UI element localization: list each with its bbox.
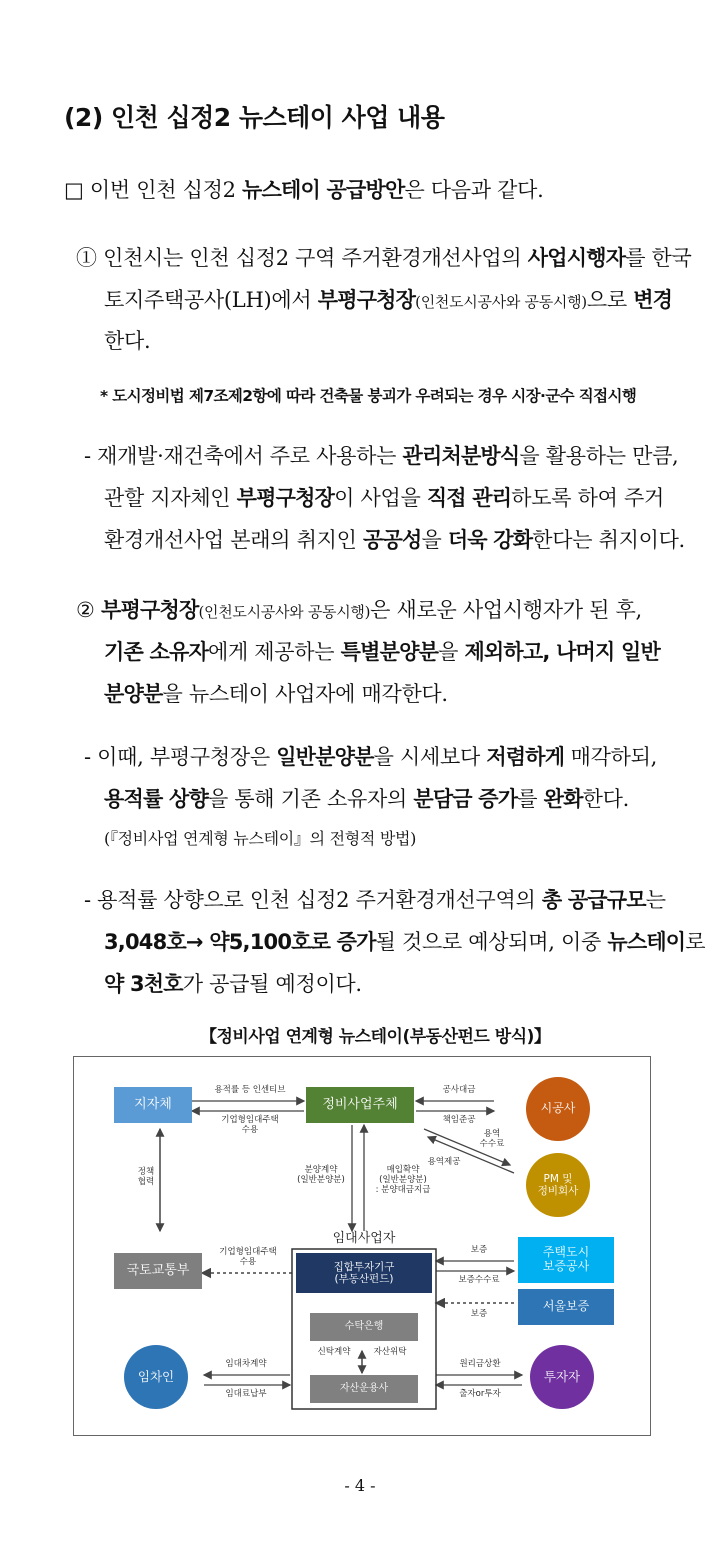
box-local-gov: 지자체 — [114, 1087, 192, 1123]
dash2-bold: 일반분양분 — [276, 745, 374, 769]
intro-text: 이번 인천 십정2 — [83, 178, 243, 202]
box-molit: 국토교통부 — [114, 1253, 202, 1289]
dash2-line2 — [104, 783, 629, 813]
dash1-text: 환경개선사업 본래의 취지인 — [104, 528, 363, 552]
item2-bold: 제외하고, 나머지 일반 — [464, 640, 661, 664]
label-investment: 출자or투자 — [459, 1389, 501, 1399]
label-principal-repay: 원리금상환 — [459, 1359, 501, 1369]
dash3-line3 — [104, 968, 362, 998]
dash2-text: 매각하되, — [564, 745, 657, 769]
item1-text: 으로 — [586, 288, 634, 312]
dash1-bold: 공공성 — [362, 528, 422, 552]
item1-line1 — [76, 242, 692, 272]
label-corp-rental: 기업형임대주택 수용 — [221, 1115, 279, 1136]
intro-text-end: 은 다음과 같다. — [404, 178, 544, 202]
item2-text: 은 새로운 사업시행자가 된 후, — [370, 598, 642, 622]
dash2-text: 한다. — [582, 787, 629, 811]
label-lease-contract: 임대차계약 — [225, 1359, 267, 1369]
dash1-line3 — [104, 524, 685, 554]
dash2-bold: 용적률 상향 — [104, 787, 208, 811]
dash3-line2 — [104, 926, 705, 956]
box-sgi: 서울보증 — [518, 1289, 614, 1325]
dash2-line3: (『정비사업 연계형 뉴스테이』의 전형적 방법) — [104, 829, 417, 848]
item1-small: (인천도시공사와 공동시행) — [415, 293, 587, 311]
item1-text: 인천시는 인천 십정2 구역 주거환경개선사업의 — [96, 246, 528, 270]
dash3-text: 가 공급될 예정이다. — [182, 972, 362, 996]
dash1-line1 — [84, 440, 678, 470]
label-policy-coop: 정책 협력 — [137, 1167, 155, 1188]
box-developer: 정비사업주체 — [306, 1087, 414, 1123]
item2-number: ② — [76, 598, 95, 622]
label-purchase-agreement: 매입확약 (일반분양분) : 분양대금지급 — [375, 1165, 431, 1196]
label-service-fee: 용역 수수료 — [479, 1129, 505, 1150]
item2-line3 — [104, 678, 448, 708]
dash1-text: 을 활용하는 만큼, — [519, 444, 679, 468]
dash3-bold: 3,048호→ 약5,100호로 증가 — [104, 930, 376, 954]
item2-text: 을 뉴스테이 사업자에 매각한다. — [162, 682, 448, 706]
dash1-text: 하도록 하여 주거 — [511, 486, 664, 510]
label-trust-contract: 신탁계약 — [317, 1347, 351, 1357]
dash2-text: 을 시세보다 — [373, 745, 487, 769]
box-fund: 집합투자기구 (부동산펀드) — [296, 1253, 432, 1293]
dash3-text: 는 — [645, 888, 666, 912]
circle-contractor: 시공사 — [526, 1077, 590, 1141]
label-guarantee-2: 보증 — [470, 1309, 488, 1319]
section-title: (2) 인천 십정2 뉴스테이 사업 내용 — [64, 103, 445, 132]
dash3-bold: 약 3천호 — [104, 972, 183, 996]
item1-bold: 변경 — [633, 288, 673, 312]
circle-tenant: 임차인 — [124, 1345, 188, 1409]
box-trustee: 수탁은행 — [310, 1313, 418, 1341]
box-asset-manager: 자산운용사 — [310, 1375, 418, 1403]
dash1-bold: 더욱 강화 — [447, 528, 533, 552]
item1-text: 를 한국 — [625, 246, 692, 270]
dash3-bold: 총 공급규모 — [541, 888, 646, 912]
footnote: * 도시정비법 제7조제2항에 따라 건축물 붕괴가 우려되는 경우 시장·군수 직접시행 — [100, 387, 637, 405]
dash1-text: 한다는 취지이다. — [532, 528, 685, 552]
dash3-text: 로 — [685, 930, 706, 954]
label-rental-operator: 임대사업자 — [332, 1231, 396, 1246]
label-service-provision: 용역제공 — [427, 1157, 461, 1167]
item2-line1 — [76, 594, 642, 624]
dash3-line1 — [84, 884, 666, 914]
item2-small: (인천도시공사와 공동시행) — [198, 603, 371, 621]
item2-text: 에게 제공하는 — [207, 640, 341, 664]
dash1-line2 — [104, 482, 664, 512]
dash3-text: - 용적률 상향으로 인천 십정2 주거환경개선구역의 — [84, 888, 542, 912]
label-far-incentive: 용적률 등 인센티브 — [214, 1085, 286, 1095]
dash2-text: - 이때, 부평구청장은 — [84, 745, 277, 769]
label-construction-fee: 공사대금 — [442, 1085, 476, 1095]
dash2-line1 — [84, 741, 657, 771]
item1-text: 토지주택공사(LH)에서 — [104, 288, 318, 312]
page-number: - 4 - — [344, 1476, 376, 1495]
item2-bold: 분양분 — [104, 682, 163, 706]
label-rent-payment: 임대료납부 — [225, 1389, 267, 1399]
dash3-text: 될 것으로 예상되며, 이중 — [375, 930, 608, 954]
intro-line — [64, 174, 543, 204]
item1-line3: 한다. — [104, 329, 151, 353]
dash2-bold: 분담금 증가 — [413, 787, 518, 811]
dash1-text: 관할 지자체인 — [104, 486, 237, 510]
item1-number: ① — [76, 246, 97, 270]
label-asset-consign: 자산위탁 — [373, 1347, 407, 1357]
diagram-caption: 【정비사업 연계형 뉴스테이(부동산펀드 방식)】 — [200, 1027, 551, 1047]
dash2-bold: 저렴하게 — [486, 745, 565, 769]
label-sale-contract: 분양계약 (일반분양분) — [297, 1165, 345, 1186]
circle-investor: 투자자 — [530, 1345, 594, 1409]
label-guarantee-fee: 보증수수료 — [458, 1275, 500, 1285]
dash1-bold: 부평구청장 — [236, 486, 335, 510]
dash2-bold: 완화 — [543, 787, 583, 811]
item1-line2 — [104, 284, 672, 314]
checkbox-bullet: □ — [64, 178, 84, 202]
item2-text: 을 — [438, 640, 465, 664]
structure-diagram — [73, 1056, 651, 1436]
label-completion: 책임준공 — [442, 1115, 476, 1125]
dash1-bold: 직접 관리 — [426, 486, 512, 510]
item2-bold: 부평구청장 — [94, 598, 199, 622]
item1-bold: 부평구청장 — [317, 288, 416, 312]
item1-bold: 사업시행자 — [527, 246, 626, 270]
dash1-text: 이 사업을 — [334, 486, 427, 510]
item2-bold: 기존 소유자 — [104, 640, 208, 664]
dash2-text: 을 통해 기존 소유자의 — [207, 787, 414, 811]
dash1-text: - 재개발·재건축에서 주로 사용하는 — [84, 444, 403, 468]
box-hug: 주택도시 보증공사 — [518, 1237, 614, 1283]
dash1-bold: 관리처분방식 — [402, 444, 520, 468]
item2-bold: 특별분양분 — [340, 640, 439, 664]
intro-bold: 뉴스테이 공급방안 — [242, 178, 405, 202]
circle-pm: PM 및 정비회사 — [526, 1153, 590, 1217]
label-guarantee: 보증 — [470, 1245, 488, 1255]
dash1-text: 을 — [421, 528, 448, 552]
item2-line2 — [104, 636, 660, 666]
dash2-text: 를 — [517, 787, 544, 811]
dash3-bold: 뉴스테이 — [607, 930, 686, 954]
label-corp-rental-2: 기업형임대주택 수용 — [219, 1247, 277, 1268]
